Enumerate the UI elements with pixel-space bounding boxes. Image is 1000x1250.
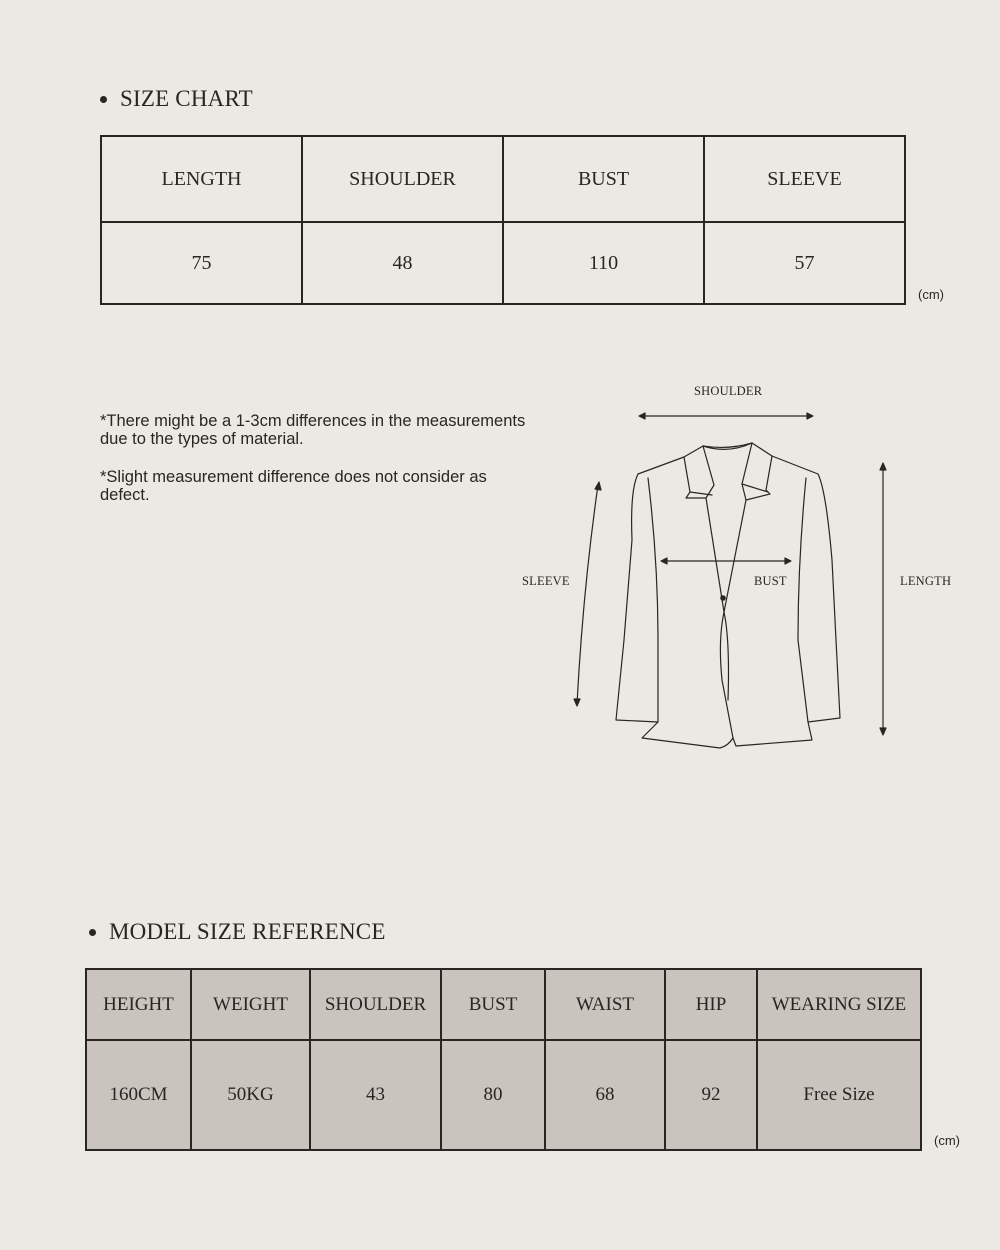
- note-material: *There might be a 1-3cm differences in the measurements due to the types of material.: [100, 412, 526, 448]
- header-cell-waist: WAIST: [545, 969, 665, 1040]
- table-header-row: [86, 969, 921, 1040]
- value-cell-waist: 68: [545, 1040, 665, 1150]
- shoulder-label: SHOULDER: [694, 384, 763, 398]
- value-cell-shoulder: 48: [302, 222, 503, 304]
- header-cell-sleeve: SLEEVE: [704, 136, 905, 222]
- value-cell-hip: 92: [665, 1040, 757, 1150]
- model-size-table: [85, 968, 922, 1151]
- value-cell-weight: 50KG: [191, 1040, 310, 1150]
- value-cell-sleeve: 57: [704, 222, 905, 304]
- value-cell-shoulder: 43: [310, 1040, 441, 1150]
- value-cell-bust: 110: [503, 222, 704, 304]
- header-cell-bust: BUST: [441, 969, 545, 1040]
- model-size-title: MODEL SIZE REFERENCE: [109, 919, 386, 944]
- bullet-icon: [89, 929, 96, 936]
- value-cell-height: 160CM: [86, 1040, 191, 1150]
- value-cell-bust: 80: [441, 1040, 545, 1150]
- model-size-heading: [89, 919, 386, 945]
- length-label: LENGTH: [900, 574, 952, 588]
- table-row: [86, 1040, 921, 1150]
- note-defect: *Slight measurement difference does not consider as defect.: [100, 468, 487, 504]
- header-cell-shoulder: SHOULDER: [310, 969, 441, 1040]
- header-cell-length: LENGTH: [101, 136, 302, 222]
- header-cell-bust: BUST: [503, 136, 704, 222]
- value-cell-wearing-size: Free Size: [757, 1040, 921, 1150]
- model-size-unit: (cm): [934, 1133, 960, 1148]
- sleeve-label: SLEEVE: [522, 574, 570, 588]
- size-chart-title: SIZE CHART: [120, 86, 253, 111]
- header-cell-hip: HIP: [665, 969, 757, 1040]
- size-chart-unit: (cm): [918, 287, 944, 302]
- value-cell-length: 75: [101, 222, 302, 304]
- bust-label: BUST: [754, 574, 787, 588]
- header-cell-wearing-size: WEARING SIZE: [757, 969, 921, 1040]
- header-cell-height: HEIGHT: [86, 969, 191, 1040]
- header-cell-weight: WEIGHT: [191, 969, 310, 1040]
- header-cell-shoulder: SHOULDER: [302, 136, 503, 222]
